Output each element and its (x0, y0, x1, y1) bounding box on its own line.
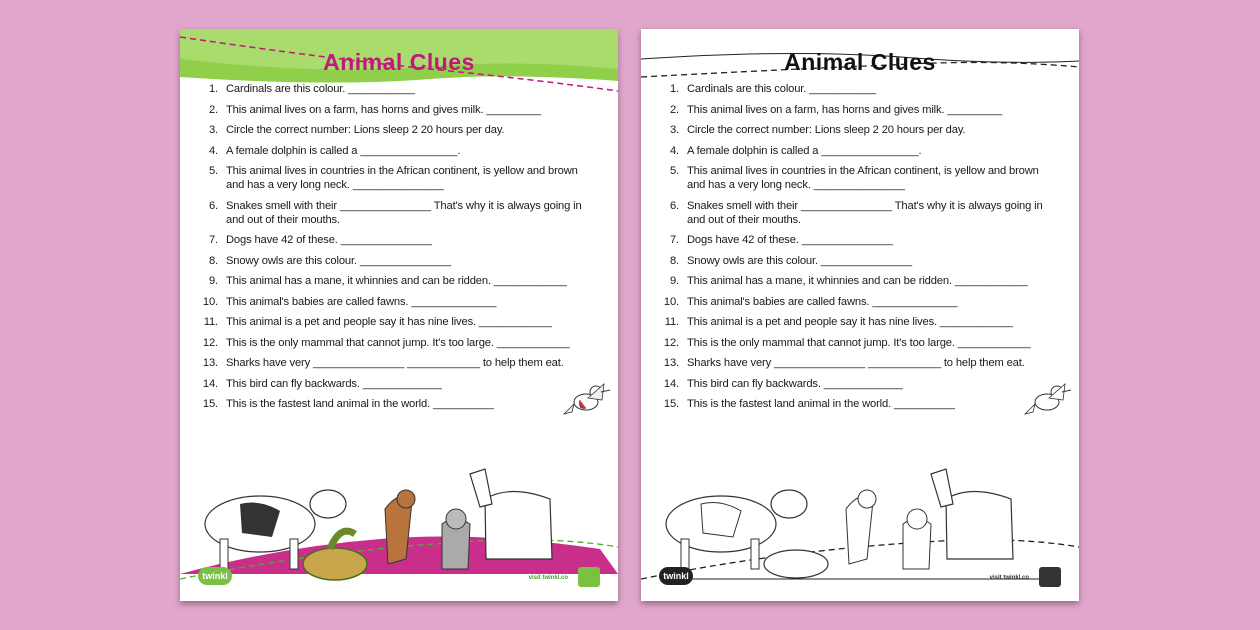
question-item (657, 82, 1057, 96)
question-text: Circle the correct number: Lions sleep 2 20 hours per day. (687, 124, 966, 136)
question-number: 3. (669, 124, 679, 136)
question-number: 9. (669, 275, 679, 287)
question-number: 9. (208, 275, 218, 287)
question-item (196, 274, 596, 288)
question-text: This animal's babies are called fawns. ______________ (687, 295, 958, 308)
question-item (657, 199, 1057, 227)
question-item (196, 397, 596, 411)
question-text: Snakes smell with their _______________ That's why it is always going in and out of their mouths. (226, 199, 582, 226)
question-text: Snowy owls are this colour. _______________ (226, 254, 451, 267)
question-item (657, 164, 1057, 192)
question-number: 12. (663, 336, 679, 349)
question-item (657, 356, 1057, 370)
question-text: This animal has a mane, it whinnies and can be ridden. ____________ (687, 275, 1028, 287)
question-text: This bird can fly backwards. _____________ (226, 377, 442, 390)
question-number: 5. (208, 165, 218, 177)
question-number: 15. (663, 398, 679, 410)
question-item (657, 336, 1057, 350)
quality-badge-icon (578, 567, 600, 587)
question-number: 3. (208, 124, 218, 136)
question-item (657, 254, 1057, 268)
page-title: Animal Clues (784, 49, 936, 75)
question-number: 6. (208, 199, 218, 212)
question-number: 12. (202, 336, 218, 349)
question-number: 4. (669, 144, 679, 157)
question-text: This animal is a pet and people say it has nine lives. ____________ (687, 316, 1013, 328)
question-number: 2. (669, 103, 679, 116)
question-text: Dogs have 42 of these. _______________ (226, 234, 432, 246)
question-text: This animal lives on a farm, has horns and gives milk. _________ (226, 103, 542, 116)
hummingbird-illustration (1021, 374, 1077, 422)
question-text: Sharks have very _______________ ____________ to help them eat. (687, 357, 1025, 369)
question-text: Snakes smell with their _______________ That's why it is always going in and out of their mouths. (687, 199, 1043, 226)
question-number: 13. (202, 357, 218, 369)
question-text: Cardinals are this colour. ___________ (687, 83, 876, 95)
question-item (657, 274, 1057, 288)
question-item (196, 82, 596, 96)
question-item (196, 315, 596, 329)
question-text: Sharks have very _______________ ____________ to help them eat. (226, 357, 564, 369)
question-text: Snowy owls are this colour. _______________ (687, 254, 912, 267)
question-number: 5. (669, 165, 679, 177)
question-number: 15. (202, 398, 218, 410)
worksheet-color (180, 29, 618, 601)
question-item (657, 144, 1057, 158)
question-text: This is the fastest land animal in the world. __________ (687, 398, 955, 410)
question-number: 13. (663, 357, 679, 369)
question-text: This is the only mammal that cannot jump. It's too large. ____________ (687, 336, 1031, 349)
question-number: 10. (202, 295, 218, 308)
question-number: 11. (664, 316, 679, 328)
question-number: 8. (669, 254, 679, 267)
question-text: A female dolphin is called a ________________. (226, 144, 461, 157)
question-list (657, 82, 1057, 418)
question-number: 8. (208, 254, 218, 267)
footer-site: visit twinkl.co (989, 575, 1029, 581)
question-item (657, 377, 1057, 391)
question-number: 4. (208, 144, 218, 157)
question-item (196, 199, 596, 227)
question-item (657, 123, 1057, 137)
question-number: 7. (208, 234, 218, 246)
question-text: This animal is a pet and people say it has nine lives. ____________ (226, 316, 552, 328)
question-text: This animal's babies are called fawns. ______________ (226, 295, 497, 308)
question-item (196, 254, 596, 268)
question-item (196, 103, 596, 117)
question-item (657, 233, 1057, 247)
question-number: 1. (208, 83, 218, 95)
question-item (196, 295, 596, 309)
question-number: 14. (202, 377, 218, 390)
question-text: This animal lives on a farm, has horns and gives milk. _________ (687, 103, 1003, 116)
question-item (657, 103, 1057, 117)
question-item (196, 144, 596, 158)
worksheet-bw (641, 29, 1079, 601)
question-text: Dogs have 42 of these. _______________ (687, 234, 893, 246)
question-list (196, 82, 596, 418)
question-item (196, 356, 596, 370)
quality-badge-icon (1039, 567, 1061, 587)
question-item (196, 233, 596, 247)
question-text: This animal lives in countries in the African continent, is yellow and brown and has a very long neck. _______________ (687, 165, 1039, 191)
question-item (196, 164, 596, 192)
question-item (196, 377, 596, 391)
question-item (657, 315, 1057, 329)
question-text: This is the only mammal that cannot jump. It's too large. ____________ (226, 336, 570, 349)
twinkl-logo: twinkl (659, 567, 693, 585)
twinkl-logo: twinkl (198, 567, 232, 585)
question-item (657, 397, 1057, 411)
question-item (657, 295, 1057, 309)
question-number: 2. (208, 103, 218, 116)
question-item (196, 123, 596, 137)
question-text: This is the fastest land animal in the world. __________ (226, 398, 494, 410)
question-number: 10. (663, 295, 679, 308)
question-text: Cardinals are this colour. ___________ (226, 83, 415, 95)
question-item (196, 336, 596, 350)
question-text: A female dolphin is called a ________________. (687, 144, 922, 157)
question-text: Circle the correct number: Lions sleep 2 20 hours per day. (226, 124, 505, 136)
question-number: 6. (669, 199, 679, 212)
question-number: 7. (669, 234, 679, 246)
question-number: 11. (203, 316, 218, 328)
footer-site: visit twinkl.co (528, 575, 568, 581)
question-number: 14. (663, 377, 679, 390)
page-title: Animal Clues (323, 49, 475, 75)
hummingbird-illustration (560, 374, 616, 422)
question-text: This bird can fly backwards. _____________ (687, 377, 903, 390)
question-text: This animal lives in countries in the African continent, is yellow and brown and has a very long neck. _______________ (226, 165, 578, 191)
question-number: 1. (669, 83, 679, 95)
question-text: This animal has a mane, it whinnies and can be ridden. ____________ (226, 275, 567, 287)
